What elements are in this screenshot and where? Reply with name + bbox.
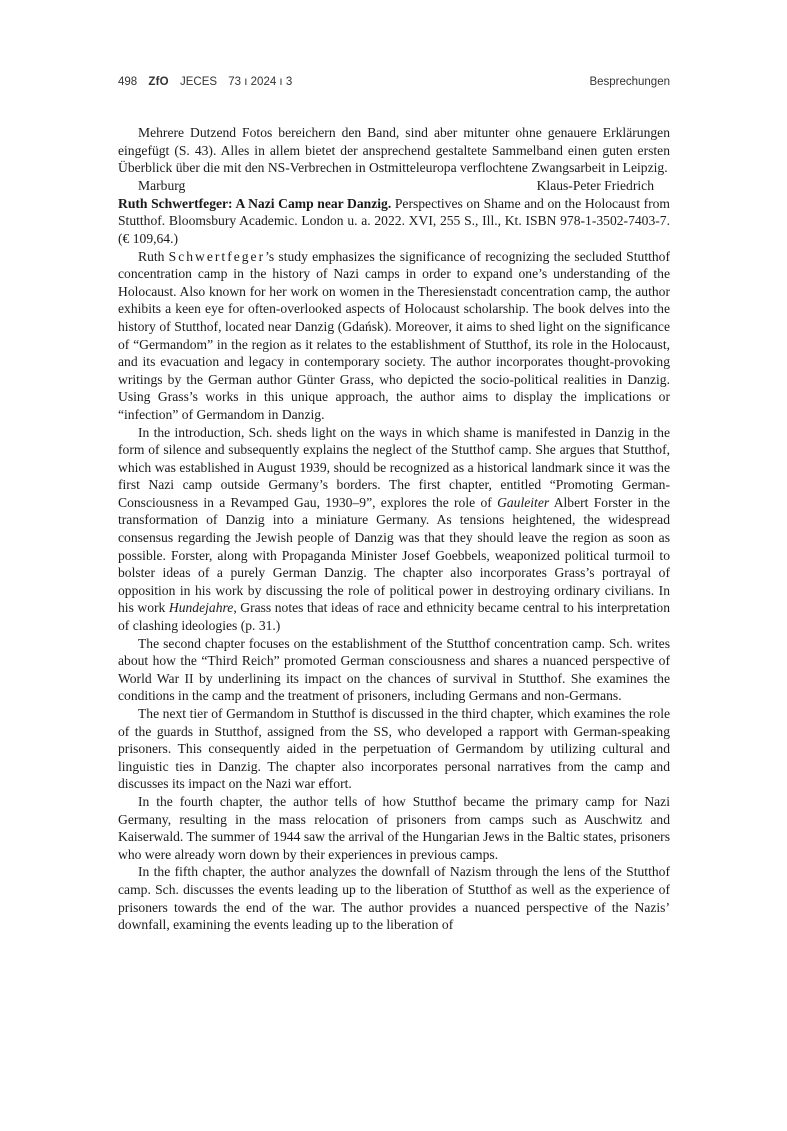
- body-text: [118, 124, 670, 934]
- p2-italic-hundejahre: Hundejahre: [168, 600, 234, 616]
- p2-text-a: In the introduction, Sch. sheds light on the ways in which shame is manifested in Danzig in the form of silence and subsequently explains the neglect of the Stutthof camp. She argues that Stutthof, which was established in August 1939, should be recognized as a historical landmark since it was the first Nazi camp outside Germany’s borders. The first chapter, entitled “Promoting German-Consciousness in a Revamped Gau, 1930–9”, explores the role of: [118, 424, 670, 510]
- review-paragraph-2: [118, 424, 670, 635]
- review-paragraph-1: [118, 248, 670, 424]
- document-page: [118, 0, 670, 1131]
- reviewer-signature: [138, 177, 670, 195]
- review-bibliographic-header: [118, 195, 670, 248]
- p1-text: ’s study emphasizes the significance of recognizing the secluded Stutthof concentration camp in the history of Nazi camps in order to expand one’s understanding of the Holocaust. Also known for her work on women in the Theresienstadt concentration camp, the author exhibits a keen eye for often-overlooked aspects of Holocaust scholarship. The book delves into the history of Stutthof, located near Danzig (Gdańsk). Moreover, it aims to shed light on the significance of “Germandom” in the region as it relates to the establishment of Stutthof, its role in the Holocaust, and its evacuation and legacy in contemporary society. The author incorporates thought-provoking writings by the German author Günter Grass, who depicted the socio-political realities in Danzig. Using Grass’s works in this unique approach, the author aims to display the implications or “infection” of Germandom in Danzig.: [118, 248, 670, 422]
- review-paragraph-3: The second chapter focuses on the establishment of the Stutthof concentration camp. Sch. writes about how the “Third Reich” promoted German consciousness and shares a nuanced perspective of World War II by underlining its impact on the chances of survival in Stutthof. She examines the conditions in the camp and the treatment of prisoners, including Germans and non-Germans.: [118, 635, 670, 704]
- p2-text-c: , Grass notes that ideas of race and ethnicity became central to his interpretation of clashing ideologies (p. 31.): [118, 600, 670, 634]
- p2-italic-gauleiter: Gauleiter: [497, 494, 550, 510]
- previous-review-closing: Mehrere Dutzend Fotos bereichern den Band, sind aber mitunter ohne genauere Erklärungen eingefügt (S. 43). Alles in allem bietet der ansprechend gestaltete Sammelband einen guten ersten Überblick über die mit den NS-Verbrechen in Ostmitteleuropa verflochtene Zwangsarbeit in Leipzig.: [118, 125, 670, 176]
- reviewer-place: Marburg: [138, 177, 186, 193]
- running-head: [118, 76, 670, 92]
- running-head-left: [118, 76, 300, 88]
- p1-pre: Ruth: [138, 248, 169, 264]
- p2-text-b: Albert Forster in the transformation of Danzig into a miniature Germany. As tensions heightened, the widespread consensus regarding the Jewish people of Danzig was that they should leave the region as soon as possible. Forster, along with Propaganda Minister Josef Goebbels, weaponized political turmoil to bolster ideas of a purely German Danzig. The chapter also incorporates Grass’s portrayal of opposition in his work by discussing the role of political power in destroying ordinary civilians. In his work: [118, 494, 670, 616]
- section-title: Besprechungen: [589, 76, 670, 88]
- review-author-title: Ruth Schwertfeger: A Nazi Camp near Danzig.: [118, 195, 392, 211]
- volume-issue: 73 ı 2024 ı 3: [228, 76, 293, 88]
- journal-subtitle: JECES: [180, 76, 218, 88]
- p1-author-spaced: Schwertfeger: [168, 248, 266, 264]
- reviewer-name: Klaus-Peter Friedrich: [536, 177, 654, 193]
- review-paragraph-4: The next tier of Germandom in Stutthof is discussed in the third chapter, which examines the role of the guards in Stutthof, assigned from the SS, who developed a rapport with German-speaking prisoners. This consequently aided in the perpetuation of Germandom by utilizing cultural and linguistic ties in Danzig. The chapter also incorporates personal narratives from the camp and discusses its impact on the Nazi war effort.: [118, 706, 670, 792]
- journal-abbrev: ZfO: [148, 76, 169, 88]
- review-bibliography: Perspectives on Shame and on the Holocaust from Stutthof. Bloomsbury Academic. London u. a. 2022. XVI, 255 S., Ill., Kt. ISBN 978-1-3502-7403-7. (€ 109,64.): [118, 195, 671, 246]
- review-paragraph-5: In the fourth chapter, the author tells of how Stutthof became the primary camp for Nazi Germany, resulting in the mass relocation of prisoners from camps such as Auschwitz and Kaiserwald. The summer of 1944 saw the arrival of the Hungarian Jews in the Baltic states, prisoners who were already worn down by their experiences in previous camps.: [118, 793, 670, 862]
- review-paragraph-6: In the fifth chapter, the author analyzes the downfall of Nazism through the lens of the Stutthof camp. Sch. discusses the events leading up to the liberation of Stutthof as well as the experience of prisoners towards the end of the war. The author provides a nuanced perspective of the Nazis’ downfall, examining the events leading up to the liberation of: [118, 864, 670, 933]
- page-number: 498: [118, 76, 138, 88]
